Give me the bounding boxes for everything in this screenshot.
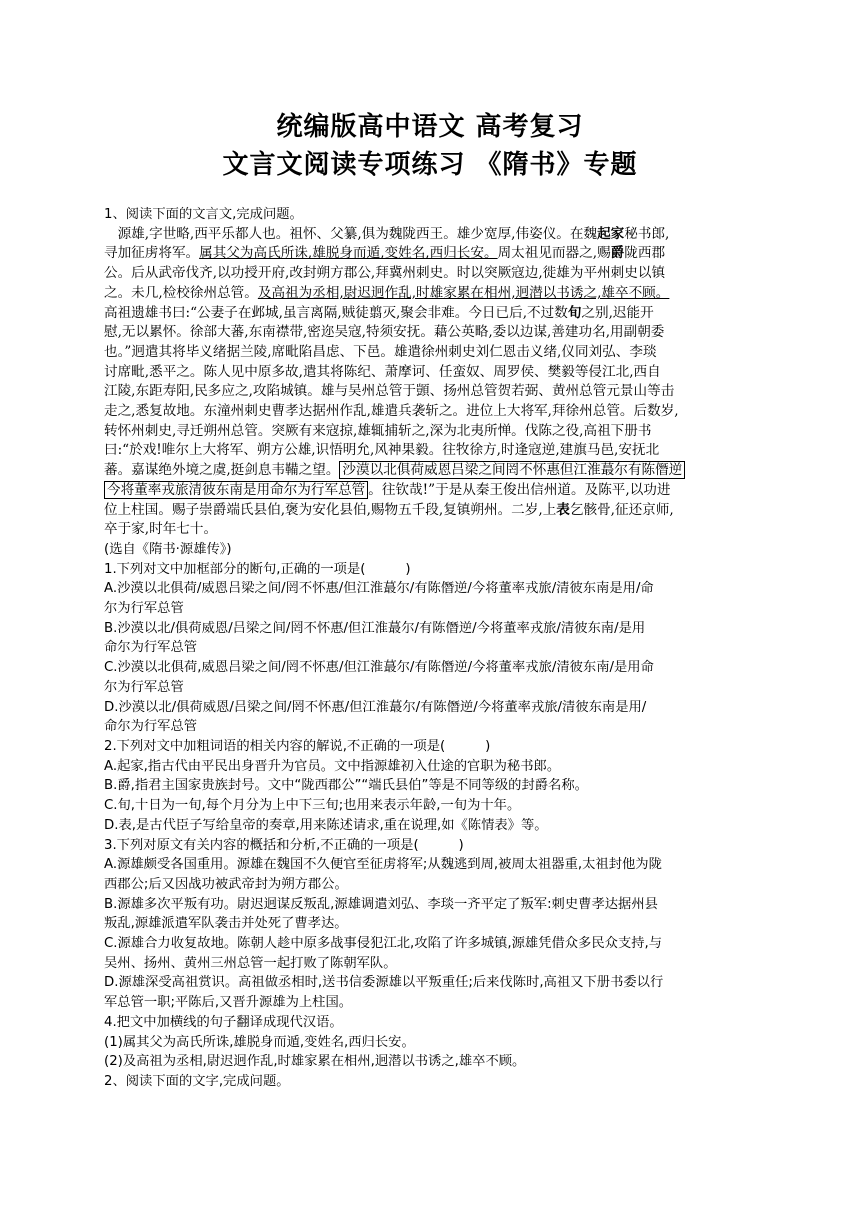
passage-line: 走之,悉复故地。东潼州刺史曹孝达据州作乱,雄遣兵袭斩之。进位上大将军,拜徐州总管。后数岁, (104, 403, 679, 420)
option-line: C.沙漠以北俱荷,威恩吕梁之间/罔不怀惠/但江淮蕞尔/有陈僭逆/今将董率戎旅/清彼东南/是用命 (104, 660, 654, 676)
passage-line: 今将董率戎旅清彼东南是用命尔为行军总管 。往钦哉!”于是从秦王俊出信州道。及陈平,以功进 (104, 481, 759, 501)
passage-line: 也。”迥遣其将毕义绪据兰陵,席毗陷昌虑、下邑。雄遣徐州刺史刘仁恩击义绪,仪同刘弘、李琰 (104, 343, 657, 360)
option-line: D.表,是古代臣子写给皇帝的奏章,用来陈述请求,重在说理,如《陈情表》等。 (104, 817, 548, 833)
option-line: 军总管一职;平陈后,又晋升源雄为上柱国。 (104, 995, 353, 1011)
passage-line: 公。后从武帝伐齐,以功授开府,改封朔方郡公,拜冀州刺史。时以突厥寇边,徙雄为平州刺史以镇 (104, 265, 666, 282)
bold-term: 表 (556, 501, 570, 518)
option-line: 吴州、扬州、黄州三州总管一起打败了陈朝军队。 (104, 955, 397, 971)
passage-source: (选自《隋书·源雄传》) (104, 541, 232, 557)
document-body (104, 205, 759, 1092)
option-line: A.起家,指古代由平民出身晋升为官员。文中指源雄初入仕途的官职为秘书郎。 (104, 758, 561, 774)
underlined-sentence: 属其父为高氏所诛,雄脱身而遁,变姓名,西归长安。 (199, 245, 498, 262)
passage-line: 卒于家,时年七十。 (104, 521, 218, 538)
document-title-line1: 统编版高中语文 高考复习 (276, 112, 584, 142)
option-line: B.沙漠以北/俱荷威恩/吕梁之间/罔不怀惠/但江淮蕞尔/有陈僭逆/今将董率戎旅/清彼东南/是用 (104, 620, 646, 636)
bold-term: 旬 (567, 304, 582, 321)
bold-term: 起家 (597, 225, 625, 242)
question-line: 1.下列对文中加框部分的断句,正确的一项是( ) (104, 561, 411, 577)
question-intro: 2、阅读下面的文字,完成问题。 (104, 1073, 290, 1089)
option-line: 西郡公;后又因战功被武帝封为朔方郡公。 (104, 876, 348, 892)
question-intro: 1、阅读下面的文言文,完成问题。 (104, 207, 303, 222)
option-line: 命尔为行军总管 (104, 719, 198, 735)
passage-line: 之。未几,检校徐州总管。及高祖为丞相,尉迟迥作乱,时雄家累在相州,迥潜以书诱之,雄卒不顾。 (104, 284, 670, 301)
passage-line: 转怀州刺史,寻迁朔州总管。突厥有来寇掠,雄辄捕斩之,深为北夷所惮。伐陈之役,高祖下册书 (104, 422, 652, 439)
option-line: A.沙漠以北俱荷/威恩吕梁之间/罔不怀惠/但江淮蕞尔/有陈僭逆/今将董率戎旅/清彼东南是用/命 (104, 581, 654, 597)
boxed-sentence: 沙漠以北俱荷威恩吕梁之间罔不怀惠但江淮蕞尔有陈僭逆 (339, 461, 685, 479)
option-line: D.沙漠以北/俱荷威恩/吕梁之间/罔不怀惠/但江淮蕞尔/有陈僭逆/今将董率戎旅/清彼东南是用/ (104, 699, 647, 715)
option-line: B.爵,指君主国家贵族封号。文中“陇西郡公”“端氏县伯”等是不同等级的封爵名称。 (104, 778, 588, 794)
option-line: C.源雄合力收复故地。陈朝人趁中原多战事侵犯江北,攻陷了许多城镇,源雄凭借众多民众支持,与 (104, 936, 663, 952)
passage-line: 位上柱国。赐子崇爵端氏县伯,褒为安化县伯,赐物五千段,复镇朔州。二岁,上表乞骸骨,征还京师, (104, 501, 674, 518)
bold-term: 爵 (610, 245, 625, 262)
boxed-sentence: 今将董率戎旅清彼东南是用命尔为行军总管 (104, 481, 368, 499)
question-line: 3.下列对原文有关内容的概括和分析,不正确的一项是( ) (104, 837, 464, 853)
passage-line: 蕃。嘉谋绝外境之虞,挺剑息韦鞴之望。 沙漠以北俱荷威恩吕梁之间罔不怀惠但江淮蕞尔有陈僭逆 (104, 461, 759, 481)
passage-line: 高祖遗雄书曰:“公妻子在邺城,虽言离隔,贼徒翦灭,聚会非难。今日已后,不过数旬之别,迟能开 (104, 304, 654, 321)
underlined-sentence: 及高祖为丞相,尉迟迥作乱,时雄家累在相州,迥潜以书诱之,雄卒不顾。 (257, 284, 670, 301)
option-line: 命尔为行军总管 (104, 640, 198, 656)
option-line: C.旬,十日为一旬,每个月分为上中下三旬;也用来表示年龄,一旬为十年。 (104, 798, 521, 814)
option-line: 尔为行军总管 (104, 679, 184, 695)
translation-item: (2)及高祖为丞相,尉迟迥作乱,时雄家累在相州,迥潜以书诱之,雄卒不顾。 (104, 1054, 526, 1070)
passage-line: 寻加征虏将军。属其父为高氏所诛,雄脱身而遁,变姓名,西归长安。周太祖见而器之,赐爵陇西郡 (104, 245, 666, 262)
option-line: 叛乱,源雄派遣军队袭击并处死了曹孝达。 (104, 916, 348, 932)
passage-line: 讨席毗,悉平之。陈人见中原多故,遣其将陈纪、萧摩诃、任蛮奴、周罗侯、樊毅等侵江北,西自 (104, 363, 661, 380)
passage-line: 曰:“於戏!唯尔上大将军、朔方公雄,识悟明允,风神果毅。往牧徐方,时逢寇逆,建旗马邑,安抚北 (104, 442, 660, 459)
document-title-line2: 文言文阅读专项练习 《隋书》专题 (222, 150, 638, 180)
question-line: 2.下列对文中加粗词语的相关内容的解说,不正确的一项是( ) (104, 738, 491, 754)
option-line: 尔为行军总管 (104, 601, 184, 617)
passage-line: 慰,无以累怀。徐部大蕃,东南襟带,密迩吴寇,特须安抚。藉公英略,委以边谋,善建功名,用副朝委 (104, 324, 665, 341)
translation-item: (1)属其父为高氏所诛,雄脱身而遁,变姓名,西归长安。 (104, 1034, 415, 1050)
question-line: 4.把文中加横线的句子翻译成现代汉语。 (104, 1014, 343, 1030)
option-line: A.源雄颇受各国重用。源雄在魏国不久便官至征虏将军;从魏逃到周,被周太祖器重,太祖封他为陇 (104, 857, 662, 873)
passage-line: 源雄,字世略,西平乐都人也。祖怀、父纂,俱为魏陇西王。雄少宽厚,伟姿仪。在魏起家秘书郎, (104, 225, 670, 242)
option-line: B.源雄多次平叛有功。尉迟迥谋反叛乱,源雄调遣刘弘、李琰一齐平定了叛军:刺史曹孝达据州县 (104, 896, 658, 912)
passage-line: 江陵,东距寿阳,民多应之,攻陷城镇。雄与吴州总管于顗、扬州总管贺若弼、黄州总管元景山等击 (104, 383, 675, 400)
option-line: D.源雄深受高祖赏识。高祖做丞相时,送书信委源雄以平叛重任;后来伐陈时,高祖又下册书委以行 (104, 975, 664, 991)
